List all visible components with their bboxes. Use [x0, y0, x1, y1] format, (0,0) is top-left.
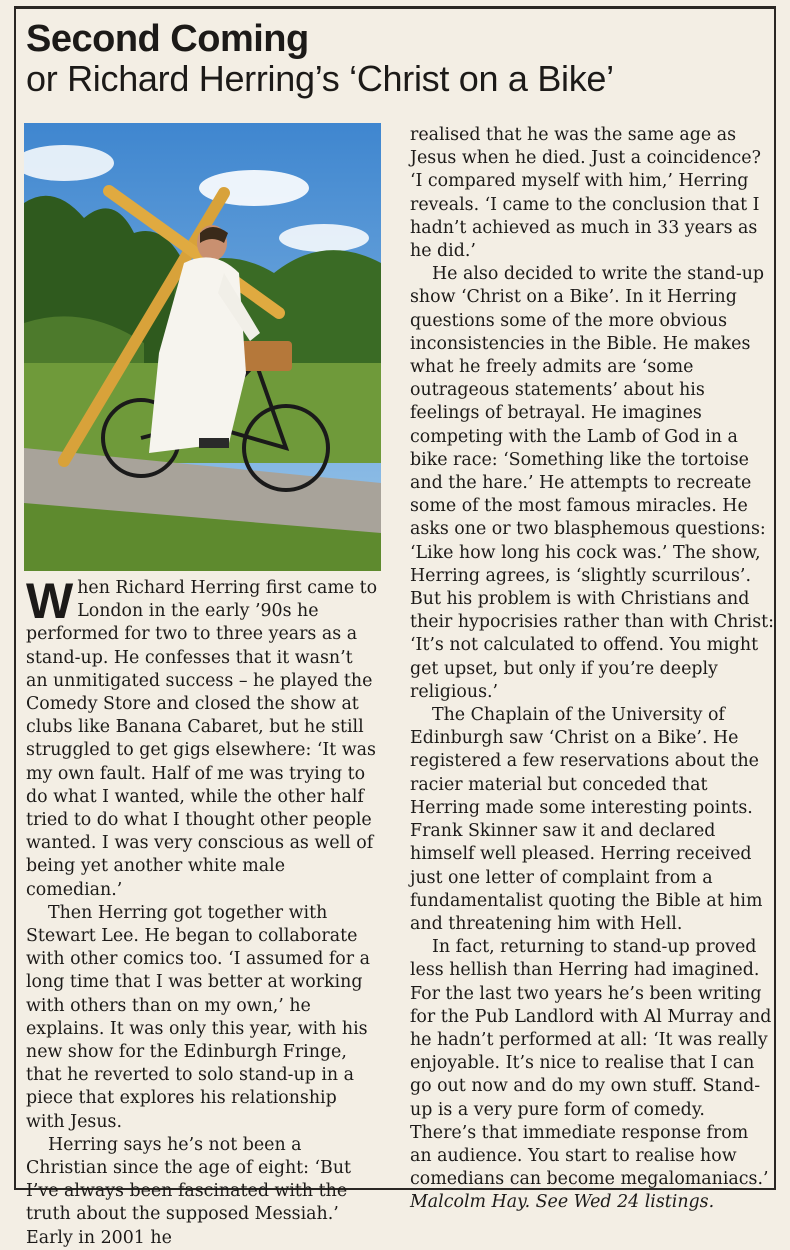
article-paragraph: The Chaplain of the University of Edinburgh saw ‘Christ on a Bike’. He registered a few reservations about the racier material but conceded that Herring made some interesting points. Frank Skinner saw it and declared himself well pleased. Herring received just one letter of complaint from a fundamentalist quoting the Bible at him and threatening him with Hell.	[410, 705, 763, 934]
article-paragraph: realised that he was the same age as Jesus when he died. Just a coincidence? ‘I compared myself with him,’ Herring reveals. ‘I came to the conclusion that I hadn’t achieved as much in 33 years as he did.’	[410, 125, 761, 262]
dropcap: W	[26, 573, 74, 629]
article-paragraph	[26, 573, 378, 902]
paragraph-text: hen Richard Herring first came to London in the early ’90s he performed for two to three years as a stand-up. He confesses that it wasn’t an unmitigated success – he played the Comedy Store and closed the show at clubs like Banana Cabaret, but he still struggled to get gigs elsewhere: ‘It was my own fault. Half of me was trying to do what I wanted, while the other half tried to do what I thought other people wanted. I was very conscious as well of being yet another white male comedian.’	[26, 578, 378, 900]
man-in-robe-with-cross-on-bicycle-icon	[24, 123, 381, 571]
article-paragraph	[410, 936, 775, 1214]
article-photo	[24, 123, 381, 571]
article-paragraph: He also decided to write the stand-up show ‘Christ on a Bike’. In it Herring questions some of the more obvious inconsistencies in the Bible. He makes what he freely admits are ‘some outrageous statements’ about his feelings of betrayal. He imagines competing with the Lamb of God in a bike race: ‘Something like the tortoise and the hare.’ He attempts to recreate some of the most famous miracles. He asks one or two blasphemous questions: ‘Like how long his cock was.’ The show, Herring agrees, is ‘slightly scurrilous’. But his problem is with Christians and their hypocrisies rather than with Christ: ‘It’s not calculated to offend. You might get upset, but only if you’re deeply religious.’	[410, 264, 774, 702]
headline	[26, 20, 766, 98]
article-column-right	[410, 124, 775, 1215]
page-subtitle: or Richard Herring’s ‘Christ on a Bike’	[26, 57, 614, 99]
article-column-left	[26, 573, 378, 1250]
page-title: Second Coming	[26, 18, 309, 60]
article-paragraph: Then Herring got together with Stewart Lee. He began to collaborate with other comics too. ‘I assumed for a long time that I was better at working with others than on my own,’ he explains. It was only this year, with his new show for the Edinburgh Fringe, that he reverted to solo stand-up in a piece that explores his relationship with Jesus.	[26, 902, 370, 1132]
article-paragraph: Herring says he’s not been a Christian since the age of eight: ‘But I’ve always been fascinated with the truth about the supposed Messiah.’ Early in 2001 he	[26, 1134, 352, 1248]
byline: Malcolm Hay. See Wed 24 listings.	[410, 1192, 715, 1213]
paragraph-text: In fact, returning to stand-up proved less hellish than Herring had imagined. For the last two years he’s been writing for the Pub Landlord with Al Murray and he hadn’t performed at all: ‘It was really enjoyable. It’s nice to realise that I can go out now and do my own stuff. Stand-up is a very pure form of comedy. There’s that immediate response from an audience. You start to realise how comedians can become megalomaniacs.’	[410, 937, 772, 1190]
